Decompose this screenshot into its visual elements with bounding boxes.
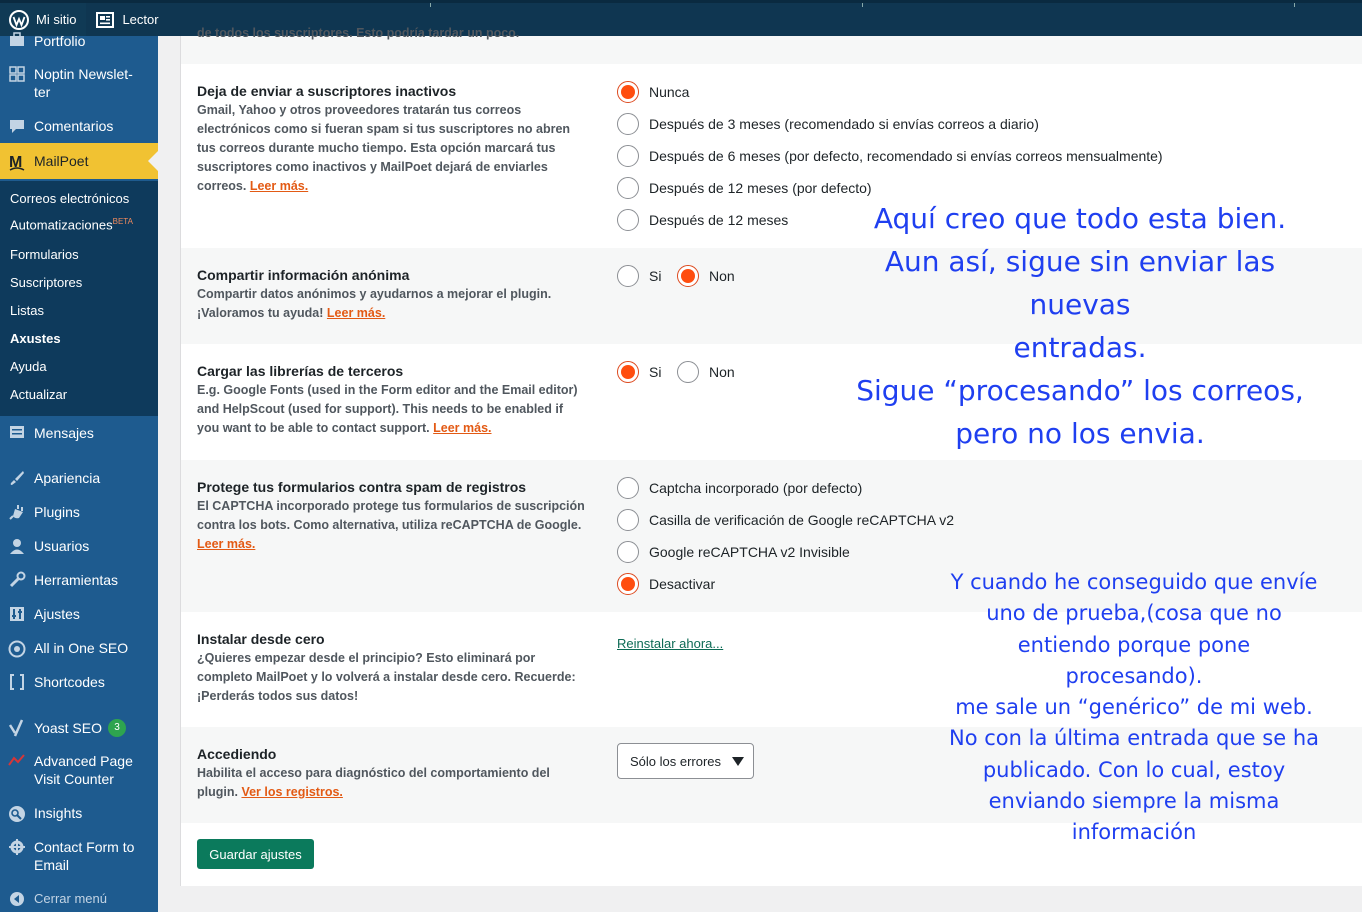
libraries-desc-text: E.g. Google Fonts (used in the Form editor and the Email editor) and HelpScout (used for support). This needs to be enabled if you want to be able to contact support.: [197, 383, 578, 435]
option-label: Non: [709, 268, 735, 284]
sidebar-item-page-visit-counter[interactable]: Advanced Page Visit Counter: [0, 752, 158, 788]
sidebar-item-settings[interactable]: Ajustes: [0, 605, 158, 623]
option-label: Si: [649, 268, 662, 284]
collapse-icon: [0, 890, 34, 907]
user-icon: [0, 537, 34, 554]
reinstall-title: Instalar desde cero: [197, 631, 325, 647]
anonymous-title: Compartir información anónima: [197, 267, 410, 283]
option-label: Después de 12 meses: [649, 212, 789, 228]
radio-option-never[interactable]: [617, 81, 689, 103]
plugin-icon: [0, 503, 34, 520]
bar-divider: [430, 3, 431, 7]
select-value: Sólo los errores: [630, 753, 722, 769]
option-label: Después de 3 meses (recomendado si envías correos a diario): [649, 116, 1039, 132]
radio-option-disable[interactable]: [617, 573, 715, 595]
radio-button[interactable]: [677, 361, 699, 383]
radio-option-12-months-default[interactable]: [617, 177, 872, 199]
annotation-line: publicado. Con lo cual, estoy: [982, 757, 1286, 782]
sidebar-item-mailpoet[interactable]: M MailPoet: [0, 143, 158, 179]
save-settings-button[interactable]: Guardar ajustes: [197, 839, 314, 869]
notification-badge: 3: [108, 719, 126, 737]
view-logs-link[interactable]: Ver los registros.: [241, 785, 343, 799]
annotation-note-bottom: [940, 567, 1328, 849]
annotation-line: pero no los envia.: [955, 417, 1205, 450]
captcha-description: [197, 497, 587, 554]
read-more-link[interactable]: Leer más.: [433, 421, 492, 435]
libraries-title: Cargar las librerías de terceros: [197, 363, 404, 379]
reinstall-description: ¿Quieres empezar desde el principio? Esto eliminará por completo MailPoet y lo volverá a instalar desde cero. Recuerde: ¡Perderás todos sus datos!: [197, 651, 576, 703]
current-menu-arrow: [148, 151, 158, 171]
sidebar-item-noptin[interactable]: Noptin Newslet-ter: [0, 65, 158, 101]
brush-icon: [0, 469, 34, 486]
wordpress-logo-icon: [8, 9, 30, 31]
option-label: Nunca: [649, 84, 690, 100]
sidebar-item-users[interactable]: Usuarios: [0, 537, 158, 555]
libraries-description: [197, 381, 587, 438]
option-label: Después de 12 meses (por defecto): [649, 180, 872, 196]
logging-description: [197, 764, 587, 802]
mailpoet-icon: [0, 152, 34, 171]
annotation-line: enviando siempre la misma: [988, 789, 1280, 814]
radio-option-3-months[interactable]: [617, 113, 1039, 135]
radio-button[interactable]: [617, 177, 639, 199]
logging-level-select[interactable]: [617, 743, 754, 779]
grid-icon: [0, 65, 34, 82]
bar-divider: [1294, 3, 1295, 7]
annotation-line: procesando).: [1065, 663, 1203, 688]
sidebar-item-tools[interactable]: Herramientas: [0, 571, 158, 589]
annotation-line: entradas.: [1013, 331, 1147, 364]
radio-option-yes[interactable]: [617, 265, 661, 287]
settings-row-cut: [181, 26, 1362, 64]
mailpoet-submenu: [0, 181, 158, 416]
yoast-icon: [0, 718, 34, 737]
option-label: Desactivar: [649, 576, 716, 592]
reader-icon: [94, 9, 116, 31]
radio-option-no[interactable]: [677, 361, 735, 383]
annotation-note-top: [830, 197, 1330, 455]
read-more-link[interactable]: Leer más.: [197, 537, 256, 551]
radio-button[interactable]: [617, 113, 639, 135]
cut-off-text: de todos los suscriptores. Esto podría tardar un poco.: [197, 26, 520, 40]
radio-button[interactable]: [617, 145, 639, 167]
bar-divider: [862, 3, 863, 7]
portfolio-icon: [0, 32, 34, 47]
messages-icon: [0, 424, 34, 439]
logging-desc-text: Habilita el acceso para diagnóstico del comportamiento del plugin.: [197, 766, 550, 799]
radio-button[interactable]: [617, 361, 639, 383]
radio-button[interactable]: [617, 477, 639, 499]
annotation-line: entiendo porque pone: [1017, 632, 1251, 657]
radio-option-builtin-captcha[interactable]: [617, 477, 862, 499]
submenu-item-help[interactable]: Ayuda: [10, 359, 47, 374]
logging-title: Accediendo: [197, 746, 277, 762]
option-label: Si: [649, 364, 662, 380]
svg-text:M: M: [9, 153, 23, 171]
reader-label: Lector: [122, 12, 159, 27]
submenu-item-lists[interactable]: Listas: [10, 303, 44, 318]
option-label: Non: [709, 364, 735, 380]
sidebar-item-plugins[interactable]: Plugins: [0, 503, 158, 521]
option-label: Casilla de verificación de Google reCAPTCHA v2: [649, 512, 955, 528]
option-label: Google reCAPTCHA v2 Invisible: [649, 544, 850, 560]
radio-button[interactable]: [617, 541, 639, 563]
submenu-item-automations[interactable]: [10, 217, 133, 232]
anonymous-desc-text: Compartir datos anónimos y ayudarnos a mejorar el plugin. ¡Valoramos tu ayuda!: [197, 287, 552, 320]
radio-button[interactable]: [617, 509, 639, 531]
radio-option-12-months[interactable]: [617, 209, 788, 231]
settings-icon: [0, 605, 34, 622]
caret-down-icon: [732, 757, 744, 766]
annotation-line: me sale un “genérico” de mi web.: [955, 695, 1313, 720]
radio-button[interactable]: [617, 573, 639, 595]
radio-button[interactable]: [677, 265, 699, 287]
sidebar-item-shortcodes[interactable]: Shortcodes: [0, 673, 158, 691]
radio-button[interactable]: [617, 81, 639, 103]
sidebar-item-aioseo[interactable]: All in One SEO: [0, 639, 158, 658]
radio-button[interactable]: [617, 209, 639, 231]
radio-option-yes[interactable]: [617, 361, 661, 383]
sidebar-item-portfolio[interactable]: Portfolio: [0, 32, 158, 50]
comment-icon: [0, 117, 34, 134]
read-more-link[interactable]: Leer más.: [249, 179, 309, 193]
submenu-item-upgrade[interactable]: Actualizar: [10, 387, 68, 402]
chart-icon: [0, 752, 34, 767]
radio-option-recaptcha-v2[interactable]: [617, 509, 954, 531]
submenu-item-subscribers[interactable]: Suscriptores: [10, 275, 83, 290]
seo-icon: [0, 639, 34, 658]
sidebar-item-contact-form[interactable]: Contact Form to Email: [0, 838, 158, 874]
sidebar-item-messages[interactable]: Mensajes: [0, 424, 158, 442]
submenu-item-forms[interactable]: Formularios: [10, 247, 79, 262]
sidebar-item-comments[interactable]: Comentarios: [0, 117, 158, 135]
option-label: Captcha incorporado (por defecto): [649, 480, 863, 496]
collapse-menu-button[interactable]: Cerrar menú: [0, 890, 158, 908]
annotation-line: Sigue “procesando” los correos,: [856, 374, 1304, 407]
radio-option-6-months[interactable]: [617, 145, 1163, 167]
annotation-line: información: [1071, 820, 1197, 845]
insights-icon: [0, 804, 34, 823]
captcha-desc-text: El CAPTCHA incorporado protege tus formularios de suscripción contra los bots. Como alternativa, utiliza reCAPTCHA de Google.: [197, 499, 585, 532]
anonymous-description: [197, 285, 587, 323]
option-label: Después de 6 meses (por defecto, recomendado si envías correos mensualmente): [649, 148, 1163, 164]
reinstall-now-link[interactable]: Reinstalar ahora...: [617, 636, 724, 651]
gear-icon: [0, 838, 34, 855]
annotation-line: No con la última entrada que se ha: [949, 726, 1319, 751]
inactive-description: [197, 101, 587, 196]
annotation-line: Y cuando he conseguido que envíe: [950, 570, 1318, 594]
sidebar-item-insights[interactable]: Insights: [0, 804, 158, 823]
sidebar-item-yoast[interactable]: Yoast SEO 3: [0, 718, 158, 737]
wrench-icon: [0, 571, 34, 588]
sidebar-item-appearance[interactable]: Apariencia: [0, 469, 158, 487]
my-site-label: Mi sitio: [36, 12, 77, 27]
radio-option-no[interactable]: [677, 265, 735, 287]
annotation-line: Aquí creo que todo esta bien.: [873, 202, 1287, 235]
captcha-title: Protege tus formularios contra spam de registros: [197, 479, 527, 495]
annotation-line: uno de prueba,(cosa que no: [986, 601, 1282, 626]
radio-button[interactable]: [617, 265, 639, 287]
radio-option-recaptcha-invisible[interactable]: [617, 541, 850, 563]
inactive-desc-text: Gmail, Yahoo y otros proveedores tratarán tus correos electrónicos como si fueran spam si tus suscriptores no abren tus correos durante mucho tiempo. Esta opción marcará tus suscriptores como inactivos y MailPoet dejará de enviarles correos.: [197, 103, 571, 193]
shortcode-icon: [0, 673, 34, 690]
submenu-item-emails[interactable]: Correos electrónicos: [10, 191, 130, 206]
inactive-title: Deja de enviar a suscriptores inactivos: [197, 83, 457, 99]
submenu-item-settings[interactable]: Axustes: [10, 331, 61, 346]
read-more-link[interactable]: Leer más.: [326, 306, 386, 320]
submenu-label: Automatizaciones: [10, 217, 113, 233]
annotation-line: Aun así, sigue sin enviar las nuevas: [884, 245, 1276, 321]
beta-tag: BETA: [112, 217, 133, 226]
admin-sidebar: [0, 33, 158, 912]
